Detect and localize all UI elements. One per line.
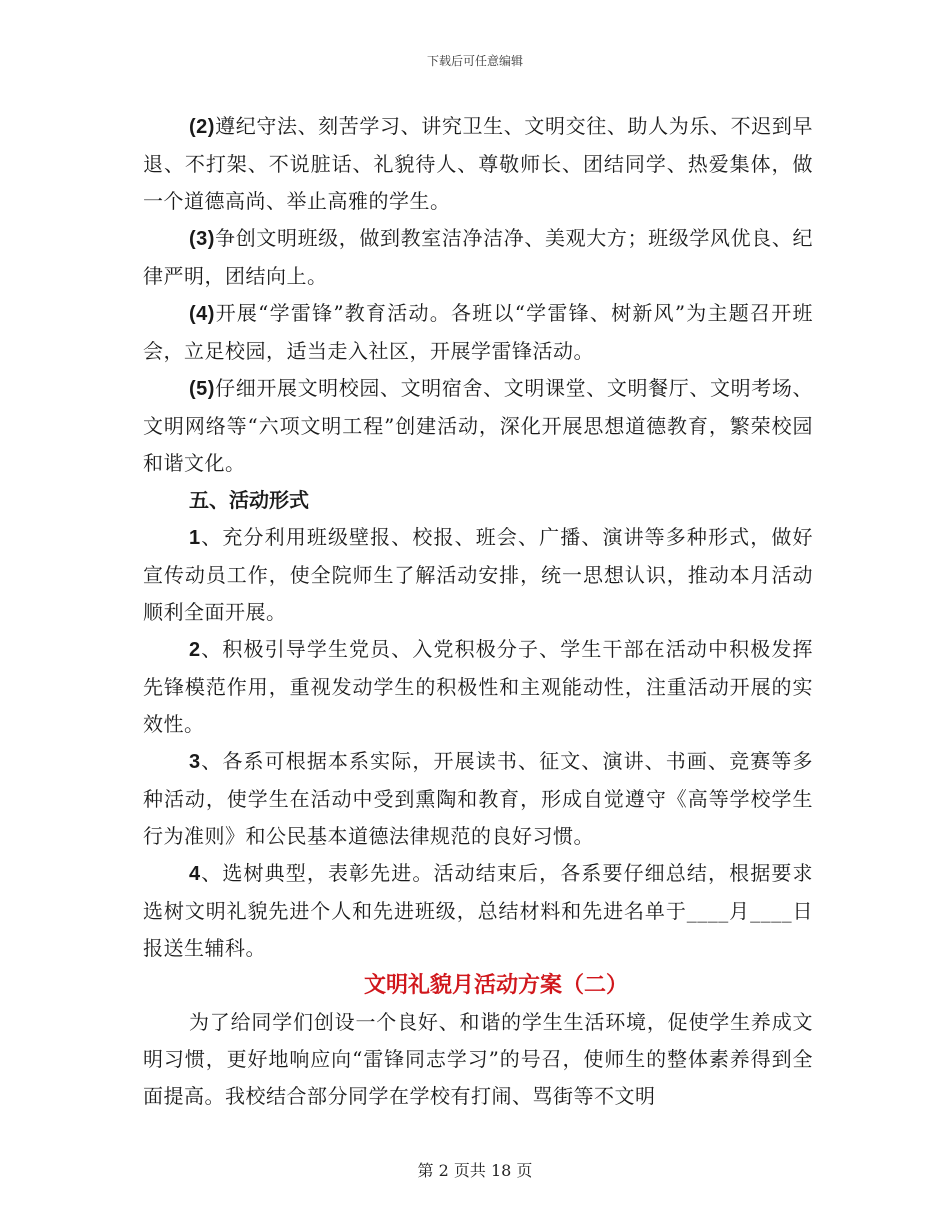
item-number: (4) bbox=[189, 303, 215, 325]
item-text: 争创文明班级，做到教室洁净洁净、美观大方；班级学风优良、纪律严明，团结向上。 bbox=[143, 226, 813, 288]
section-item-4 bbox=[143, 855, 813, 967]
item-text: 、选树典型，表彰先进。活动结束后，各系要仔细总结，根据要求选树文明礼貌先进个人和先进班级，总结材料和先进名单于____月____日报送生辅科。 bbox=[143, 861, 813, 960]
item-text: 遵纪守法、刻苦学习、讲究卫生、文明交往、助人为乐、不迟到早退、不打架、不说脏话、礼貌待人、尊敬师长、团结同学、热爱集体，做一个道德高尚、举止高雅的学生。 bbox=[143, 114, 813, 213]
paragraph-item-5 bbox=[143, 370, 813, 482]
paragraph-item-4 bbox=[143, 295, 813, 370]
item-number: (3) bbox=[189, 228, 215, 250]
item-number: (5) bbox=[189, 378, 215, 400]
item-text: 、积极引导学生党员、入党积极分子、学生干部在活动中积极发挥先锋模范作用，重视发动学生的积极性和主观能动性，注重活动开展的实效性。 bbox=[143, 637, 813, 736]
item-number: 4 bbox=[189, 863, 201, 885]
item-text: 仔细开展文明校园、文明宿舍、文明课堂、文明餐厅、文明考场、文明网络等“六项文明工程”创建活动，深化开展思想道德教育，繁荣校园和谐文化。 bbox=[143, 376, 813, 475]
document-title: 文明礼貌月活动方案（二） bbox=[363, 973, 628, 998]
item-text: 、各系可根据本系实际，开展读书、征文、演讲、书画、竞赛等多种活动，使学生在活动中受到熏陶和教育，形成自觉遵守《高等学校学生行为准则》和公民基本道德法律规范的良好习惯。 bbox=[143, 749, 813, 848]
item-text: 、充分利用班级壁报、校报、班会、广播、演讲等多种形式，做好宣传动员工作，使全院师生了解活动安排，统一思想认识，推动本月活动顺利全面开展。 bbox=[143, 525, 813, 624]
page-footer: 第 2 页共 18 页 bbox=[417, 1161, 533, 1180]
item-text: 开展“学雷锋”教育活动。各班以“学雷锋、树新风”为主题召开班会，立足校园，适当走入社区，开展学雷锋活动。 bbox=[143, 301, 813, 363]
item-number: 3 bbox=[189, 751, 201, 773]
document-body bbox=[143, 108, 813, 1115]
page-header: 下载后可任意编辑 bbox=[426, 54, 523, 68]
paragraph-item-2 bbox=[143, 108, 813, 220]
paragraph-item-3 bbox=[143, 220, 813, 295]
section-item-3 bbox=[143, 743, 813, 855]
item-number: (2) bbox=[189, 116, 215, 138]
item-number: 2 bbox=[189, 639, 201, 661]
section-item-1 bbox=[143, 519, 813, 631]
item-number: 1 bbox=[189, 527, 201, 549]
intro-paragraph: 为了给同学们创设一个良好、和谐的学生生活环境，促使学生养成文明习惯，更好地响应向“雷锋同志学习”的号召，使师生的整体素养得到全面提高。我校结合部分同学在学校有打闹、骂街等不文明 bbox=[143, 1010, 813, 1108]
section-item-2 bbox=[143, 631, 813, 743]
section-heading: 五、活动形式 bbox=[189, 488, 309, 512]
